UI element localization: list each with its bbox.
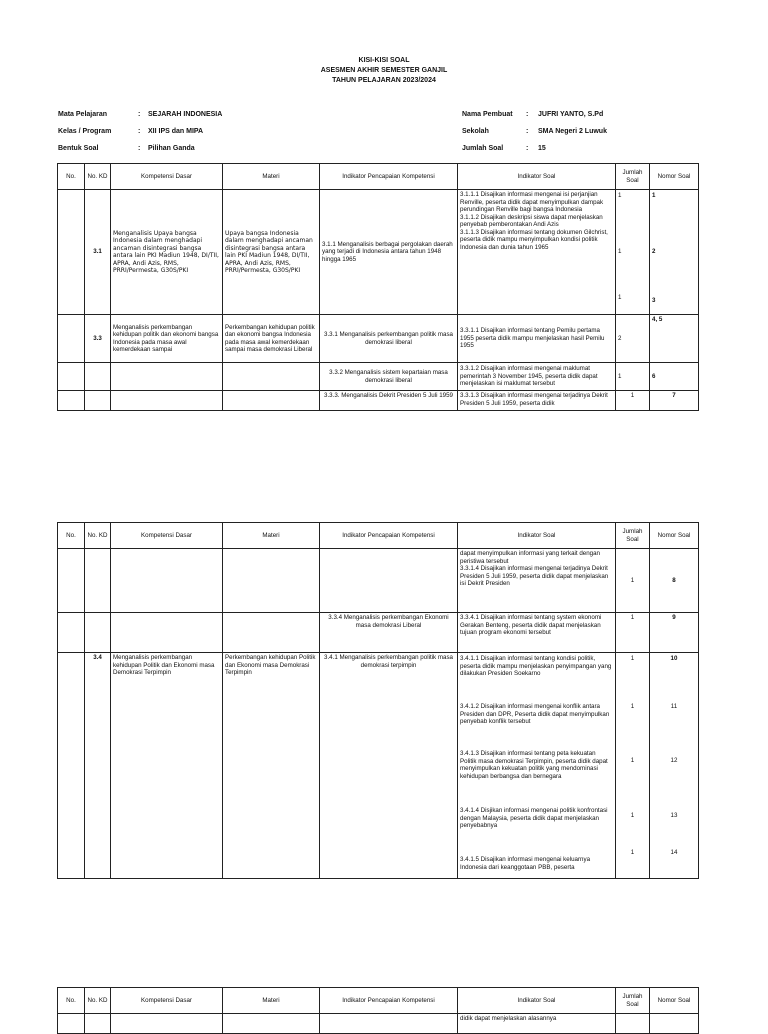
- header-materi: Materi: [223, 988, 320, 1014]
- jumlah-value: 1: [618, 192, 622, 199]
- header-no: No.: [58, 988, 85, 1014]
- cell-kompetensi: [111, 549, 223, 613]
- cell-materi: Perkembangan kehidupan Politik dan Ekonomi masa Demokrasi Terpimpin: [223, 653, 320, 879]
- nomor-value: 13: [670, 812, 678, 819]
- header-kd: No. KD: [85, 988, 111, 1014]
- cell-indikator: dapat menyimpulkan informasi yang terkait dengan peristiwa tersebut 3.3.1.4 Disajikan informasi mengenai terjadinya Dekrit Presiden 5 Juli 1959, peserta didik dapat menjelaskan isi Dekrit Presiden: [458, 549, 616, 613]
- kisi-kisi-table-page-3: [57, 987, 699, 1034]
- cell-nomor: 9: [650, 613, 699, 653]
- meta-label-subject: Mata Pelajaran: [58, 111, 108, 118]
- cell-no: [58, 190, 85, 315]
- cell-kd: 3.1: [85, 190, 111, 315]
- header-kd: No. KD: [85, 164, 111, 190]
- header-kd: No. KD: [85, 523, 111, 549]
- cell-indikator: 3.3.1.2 Disajikan informasi mengenai maklumat pemerintah 3 November 1945, peserta didik dapat menjelaskan isi maklumat tersebut: [458, 363, 616, 391]
- meta-colon: :: [526, 145, 529, 152]
- meta-value-school: SMA Negeri 2 Luwuk: [538, 128, 607, 135]
- meta-value-author: JUFRI YANTO, S.Pd: [538, 111, 604, 118]
- table-row: [58, 391, 699, 411]
- meta-right: [462, 110, 607, 161]
- meta-label-question-type: Bentuk Soal: [58, 145, 99, 152]
- meta-label-school: Sekolah: [462, 128, 489, 135]
- header-kompetensi: Kompetensi Dasar: [111, 523, 223, 549]
- cell-materi: Perkembangan kehidupan politik dan ekonomi bangsa Indonesia pada masa awal kemerdekaan sampai masa demokrasi Liberal: [223, 315, 320, 363]
- nomor-value: 14: [670, 849, 678, 856]
- table-header-row: [58, 988, 699, 1014]
- nomor-value: 3: [652, 297, 656, 304]
- doc-title-line-2: ASESMEN AKHIR SEMESTER GANJIL: [320, 67, 448, 74]
- cell-materi: [223, 363, 320, 391]
- indikator-item: 3.1.1.1 Disajikan informasi mengenai isi perjanjian Renville, peserta didik dapat menyimpulkan dampak perundingan Renville bagi bangsa Indonesia: [460, 191, 604, 213]
- cell-nomor: 6: [650, 363, 699, 391]
- cell-kompetensi: Menganalisis perkembangan kehidupan politik dan ekonomi bangsa Indonesia pada masa awal kemerdekaan sampai: [111, 315, 223, 363]
- meta-value-question-count: 15: [538, 145, 546, 152]
- indikator-item: 3.4.1.4 Disjikan informasi mengenai politik konfrontasi dengan Malaysia, peserta didik dapat menjelaskan penyebabnya: [460, 807, 608, 829]
- jumlah-value: 1: [630, 703, 635, 710]
- jumlah-value: 1: [618, 248, 622, 255]
- cell-kd: [85, 391, 111, 411]
- meta-colon: :: [526, 128, 529, 135]
- cell-no: [58, 653, 85, 879]
- cell-ipk: 3.3.4 Menganalisis perkembangan Ekonomi masa demokrasi Liberal: [320, 613, 458, 653]
- header-no: No.: [58, 164, 85, 190]
- cell-materi: [223, 391, 320, 411]
- cell-no: [58, 613, 85, 653]
- cell-materi: [223, 613, 320, 653]
- cell-kompetensi: [111, 363, 223, 391]
- nomor-value: 11: [670, 703, 678, 710]
- cell-nomor: [650, 190, 699, 315]
- cell-kd: [85, 613, 111, 653]
- meta-colon: :: [138, 128, 141, 135]
- meta-label-author: Nama Pembuat: [462, 111, 513, 118]
- cell-indikator: 3.3.1.3 Disajikan informasi mengenai terjadinya Dekrit Presiden 5 Juli 1959, peserta didik: [458, 391, 616, 411]
- cell-indikator: [458, 653, 616, 879]
- table-row: [58, 190, 699, 315]
- cell-nomor: 7: [650, 391, 699, 411]
- kisi-kisi-table-page-1: [57, 163, 699, 411]
- cell-indikator: 3.3.1.1 Disajikan informasi tentang Pemilu pertama 1955 peserta didik mampu menjelaskan hasil Pemilu 1955: [458, 315, 616, 363]
- header-indikator: Indikator Soal: [458, 523, 616, 549]
- header-ipk: Indikator Pencapaian Kompetensi: [320, 523, 458, 549]
- header-kompetensi: Kompetensi Dasar: [111, 164, 223, 190]
- header-indikator: Indikator Soal: [458, 988, 616, 1014]
- header-jumlah: Jumlah Soal: [616, 988, 650, 1014]
- cell-kd: [85, 363, 111, 391]
- cell-ipk: 3.3.3. Menganalisis Dekrit Presiden 5 Juli 1959: [320, 391, 458, 411]
- cell-kd: [85, 549, 111, 613]
- header-nomor: Nomor Soal: [650, 164, 699, 190]
- cell-indikator: didik dapat menjelaskan alasannya: [458, 1014, 616, 1034]
- cell-no: [58, 315, 85, 363]
- cell-nomor: 8: [650, 549, 699, 613]
- cell-nomor: [650, 653, 699, 879]
- cell-materi: Upaya bangsa Indonesia dalam menghadapi ancaman disintegrasi bangsa antara lain PKI Madiun 1948, DI/TII, APRA, Andi Azis, RMS, PRRI/Permesta, G30S/PKI: [223, 190, 320, 315]
- table-row: [58, 653, 699, 879]
- cell-jumlah: 1: [616, 549, 650, 613]
- cell-jumlah: 2: [616, 315, 650, 363]
- indikator-item: 3.1.1.2 Disajikan deskripsi siswa dapat menjelaskan penyebab pemberontakan Andi Azis: [460, 213, 603, 228]
- cell-ipk: 3.3.1 Menganalisis perkembangan politik masa demokrasi liberal: [320, 315, 458, 363]
- table-header-row: [58, 164, 699, 190]
- header-materi: Materi: [223, 523, 320, 549]
- nomor-value: 10: [670, 655, 678, 662]
- cell-nomor: 4, 5: [650, 315, 699, 363]
- table-row: [58, 613, 699, 653]
- indikator-item: 3.4.1.3 Disajikan informasi tentang peta kekuatan Politik masa demokrasi Terpimpin, peserta didik dapat menyimpulkan kekuatan politik yang mendominasi kehidupan berbangsa dan bernegara: [460, 750, 608, 780]
- meta-colon: :: [526, 111, 529, 118]
- nomor-value: 2: [652, 248, 656, 255]
- cell-ipk: 3.4.1 Menganalisis perkembangan politik masa demokrasi terpimpin: [320, 653, 458, 879]
- nomor-value: 12: [670, 757, 678, 764]
- jumlah-value: 1: [630, 849, 635, 856]
- header-nomor: Nomor Soal: [650, 988, 699, 1014]
- table-row: [58, 363, 699, 391]
- meta-label-class: Kelas / Program: [58, 128, 112, 135]
- table-row: [58, 315, 699, 363]
- meta-value-subject: SEJARAH INDONESIA: [148, 111, 223, 118]
- header-nomor: Nomor Soal: [650, 523, 699, 549]
- header-ipk: Indikator Pencapaian Kompetensi: [320, 164, 458, 190]
- indikator-item: 3.4.1.5 Disajikan informasi mengenai keluarnya Indonesia dari keanggotaan PBB, peserta: [460, 856, 591, 871]
- header-indikator: Indikator Soal: [458, 164, 616, 190]
- meta-left: [58, 110, 222, 161]
- doc-title-line-3: TAHUN PELAJARAN 2023/2024: [332, 77, 436, 84]
- cell-no: [58, 549, 85, 613]
- cell-kompetensi: [111, 613, 223, 653]
- indikator-item: 3.4.1.2 Disajikan informasi mengenai konflik antara Presiden dan DPR, Peserta didik dapat menyimpulkan penyebab konflik tersebut: [460, 703, 610, 725]
- header-ipk: Indikator Pencapaian Kompetensi: [320, 988, 458, 1014]
- kisi-kisi-table-page-2: [57, 522, 699, 879]
- jumlah-value: 1: [630, 757, 635, 764]
- cell-kd: 3.3: [85, 315, 111, 363]
- cell-ipk: 3.1.1 Menganalisis berbagai pergolakan daerah yang terjadi di Indonesia antara tahun 1948 hingga 1965: [320, 190, 458, 315]
- meta-label-question-count: Jumlah Soal: [462, 145, 504, 152]
- jumlah-value: 1: [630, 812, 635, 819]
- header-no: No.: [58, 523, 85, 549]
- meta-value-question-type: Pilihan Ganda: [148, 145, 195, 152]
- cell-ipk: 3.3.2 Menganalisis sistem kepartaian masa demokrasi liberal: [320, 363, 458, 391]
- cell-kompetensi: [111, 391, 223, 411]
- cell-jumlah: 1: [616, 363, 650, 391]
- cell-indikator: 3.3.4.1 Disajikan informasi tentang system ekonomi Gerakan Benteng, peserta didik dapat menjelaskan tujuan program ekonomi tersebut: [458, 613, 616, 653]
- cell-no: [58, 391, 85, 411]
- table-header-row: [58, 523, 699, 549]
- nomor-value: 1: [652, 192, 656, 199]
- cell-jumlah: [616, 653, 650, 879]
- table-row: [58, 549, 699, 613]
- cell-kd: 3.4: [85, 653, 111, 879]
- indikator-item: 3.1.1.3 Disajikan informasi tentang dokumen Gilchrist, peserta didik mampu menyimpulkan kondisi politik Indonesia dan dunia tahun 1965: [460, 228, 608, 251]
- doc-title-line-1: KISI-KISI SOAL: [358, 57, 410, 64]
- meta-colon: :: [138, 145, 141, 152]
- jumlah-value: 1: [630, 655, 635, 662]
- cell-jumlah: [616, 190, 650, 315]
- cell-jumlah: 1: [616, 613, 650, 653]
- cell-jumlah: 1: [616, 391, 650, 411]
- cell-kompetensi: Menganalisis perkembangan kehidupan Politik dan Ekonomi masa Demokrasi Terpimpin: [111, 653, 223, 879]
- header-jumlah: Jumlah Soal: [616, 164, 650, 190]
- cell-indikator: [458, 190, 616, 315]
- indikator-item: 3.4.1.1 Disajikan informasi tentang kondisi politik, peserta didik mampu menjelaskan penyimpangan yang dilakukan Presiden Soekarno: [460, 655, 612, 677]
- cell-materi: [223, 549, 320, 613]
- header-kompetensi: Kompetensi Dasar: [111, 988, 223, 1014]
- cell-kompetensi: Menganalisis Upaya bangsa Indonesia dalam menghadapi ancaman disintegrasi bangsa antara lain PKI Madiun 1948, DI/TII, APRA, Andi Azis, RMS, PRRI/Permesta, G30S/PKI: [111, 190, 223, 315]
- cell-ipk: [320, 549, 458, 613]
- header-jumlah: Jumlah Soal: [616, 523, 650, 549]
- meta-value-class: XII IPS dan MIPA: [148, 128, 204, 135]
- meta-colon: :: [138, 111, 141, 118]
- header-materi: Materi: [223, 164, 320, 190]
- jumlah-value: 1: [618, 294, 622, 301]
- cell-no: [58, 363, 85, 391]
